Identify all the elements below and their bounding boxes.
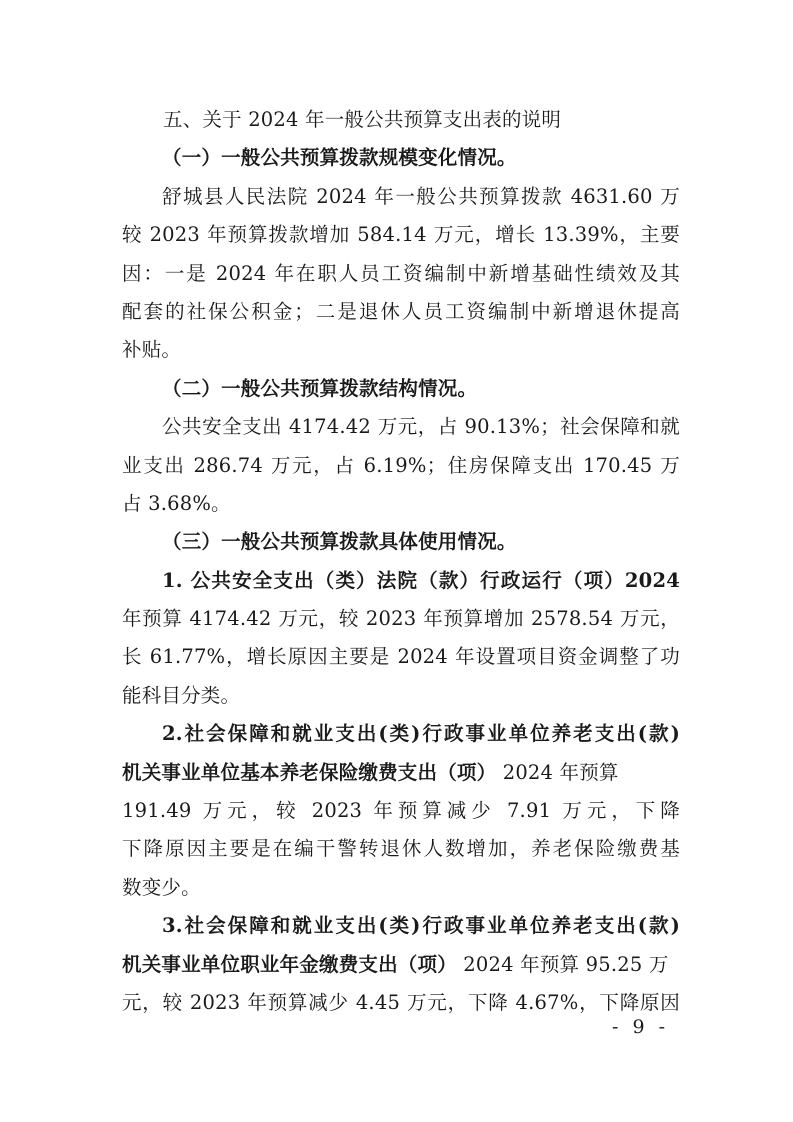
subheading-3: （三）一般公共预算拨款具体使用情况。 [162,530,517,554]
item-2-title-part: 机关事业单位基本养老保险缴费支出（项） [122,760,497,784]
item-3-line-2 [122,946,680,984]
paragraph-line: 长 61.77%，增长原因主要是 2024 年设置项目资金调整了功 [122,645,680,669]
paragraph-line: 因：一是 2024 年在职人员工资编制中新增基础性绩效及其 [122,261,680,285]
item-3-title-part: 机关事业单位职业年金缴费支出（项） [122,952,457,976]
item-2-line-2 [122,754,680,792]
paragraph-line: 公共安全支出 4174.42 万元，占 90.13%；社会保障和就 [162,415,680,439]
paragraph-line: 占 3.68%。 [122,491,231,515]
document-body [122,101,680,1022]
paragraph-line: 元，较 2023 年预算减少 4.45 万元，下降 4.67%，下降原因 [122,990,680,1014]
subheading-1: （一）一般公共预算拨款规模变化情况。 [162,146,517,170]
paragraph-line: 191.49 万元，较 2023 年预算减少 7.91 万元，下降 [122,799,680,823]
page-number: - 9 - [612,1016,670,1038]
paragraph-line: 配套的社保公积金；二是退休人员工资编制中新增退休提高 [122,299,680,323]
paragraph-line: 能科目分类。 [122,683,241,707]
paragraph-line: 舒城县人民法院 2024 年一般公共预算拨款 4631.60 万 [162,184,680,208]
paragraph-line: 数变少。 [122,875,201,899]
item-3-text-part: 2024 年预算 95.25 万 [456,952,669,976]
item-2-text-part: 2024 年预算 [496,760,619,784]
item-3-line: 3.社会保障和就业支出(类)行政事业单位养老支出(款) [162,914,680,938]
item-2-line: 2.社会保障和就业支出(类)行政事业单位养老支出(款) [162,722,680,746]
section-heading: 五、关于 2024 年一般公共预算支出表的说明 [163,108,562,131]
paragraph-line: 较 2023 年预算拨款增加 584.14 万元，增长 13.39%，主要 [122,223,680,247]
paragraph-line: 年预算 4174.42 万元，较 2023 年预算增加 2578.54 万元， [122,607,680,631]
subheading-2: （二）一般公共预算拨款结构情况。 [162,376,478,400]
paragraph-line: 业支出 286.74 万元，占 6.19%；住房保障支出 170.45 万 [122,453,680,477]
item-1-line: 1. 公共安全支出（类）法院（款）行政运行（项）2024 [162,568,680,592]
paragraph-line: 下降原因主要是在编干警转退休人数增加，养老保险缴费基 [122,837,680,861]
paragraph-line: 补贴。 [122,338,182,362]
